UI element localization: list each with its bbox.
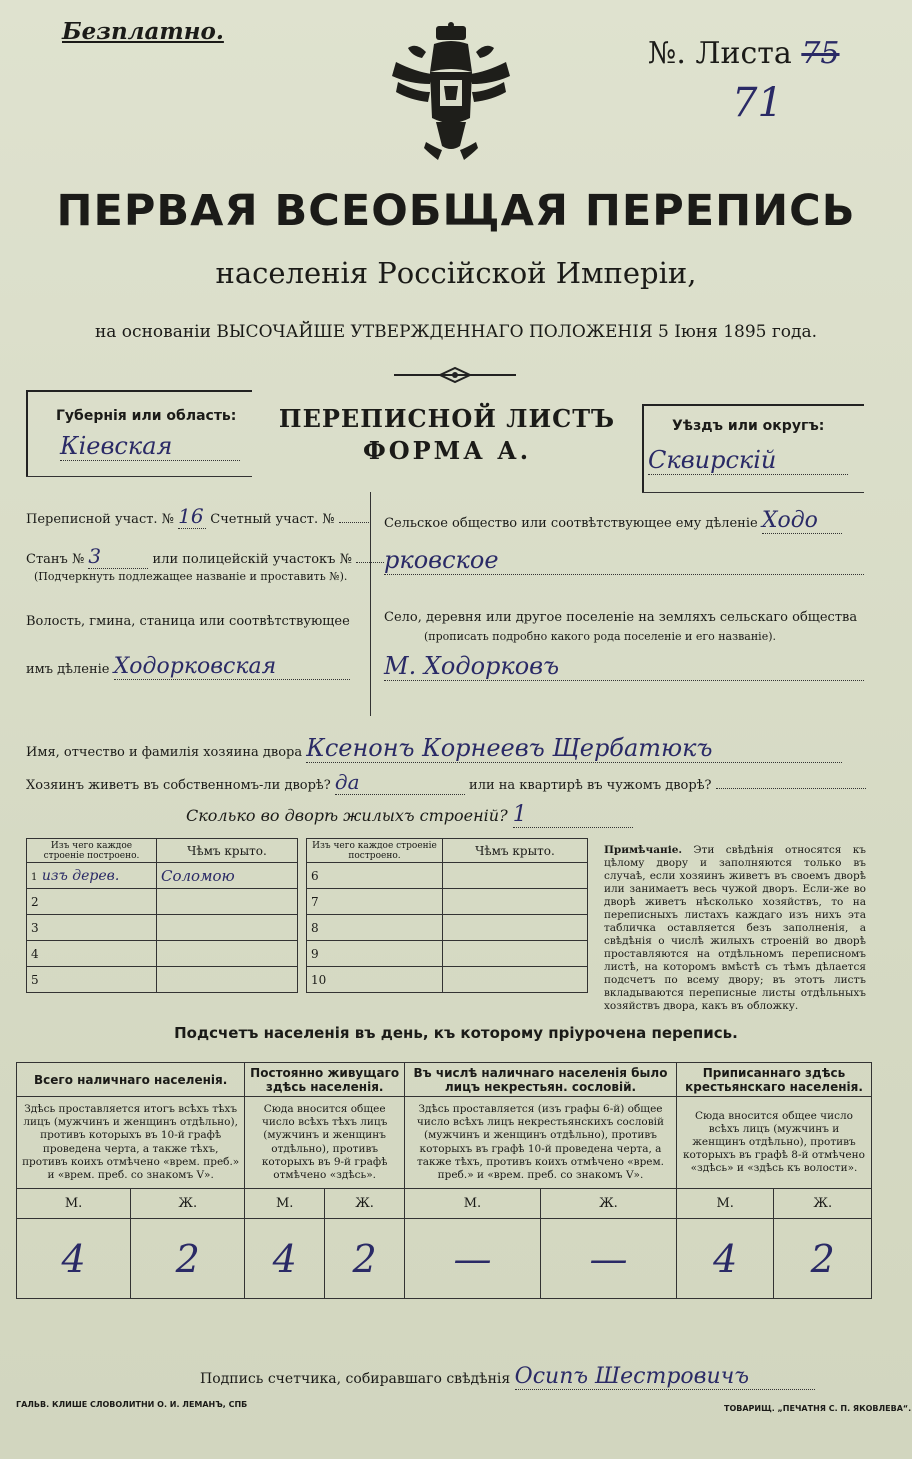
table-cell: 10 [307, 967, 443, 993]
population-col-title: Постоянно живущаго здѣсь населенія. [245, 1063, 405, 1097]
buildings-table-right [306, 838, 588, 993]
column-divider [370, 492, 371, 716]
table-row [27, 967, 298, 993]
buildings-label: Сколько во дворѣ жилыхъ строеній? [186, 806, 508, 825]
form-subtitle: ФОРМА А. [362, 436, 532, 465]
population-col-title: Всего наличнаго населенія. [17, 1063, 245, 1097]
volost-label-2: имъ дѣленіе [26, 662, 110, 677]
owner-name-value: Ксенонъ Корнеевъ Щербатюкъ [306, 734, 842, 763]
sheet-number-label: №. Листа [648, 36, 792, 71]
female-label: Ж. [774, 1189, 872, 1219]
female-label: Ж. [325, 1189, 405, 1219]
table-cell: Соломою [157, 863, 298, 889]
table-cell [443, 941, 588, 967]
table-row [27, 863, 298, 889]
buildings-row [186, 802, 633, 828]
male-label: М. [404, 1189, 540, 1219]
table-cell [443, 967, 588, 993]
col-roof: Чѣмъ крыто. [157, 839, 298, 863]
population-col-title: Приписаннаго здѣсь крестьянскаго населенія. [676, 1063, 871, 1097]
population-heading: Подсчетъ населенія въ день, къ которому пріурочена перепись. [174, 1024, 738, 1042]
table-cell [443, 863, 588, 889]
schetny-label: Счетный участ. № [210, 512, 335, 527]
col-material: Изъ чего каждое строеніе построено. [27, 839, 157, 863]
table-row [307, 941, 588, 967]
table-row [307, 889, 588, 915]
table-row [27, 889, 298, 915]
ujezd-value: Сквирскій [648, 446, 848, 475]
table-cell [157, 941, 298, 967]
census-title: ПЕРВАЯ ВСЕОБЩАЯ ПЕРЕПИСЬ [56, 186, 856, 236]
population-male-value: 4 [245, 1219, 325, 1299]
society-label: Сельское общество или соотвѣтствующее ему дѣленіе [384, 516, 758, 531]
society-row [384, 508, 842, 534]
table-cell [157, 915, 298, 941]
volost-row [26, 654, 350, 680]
population-col-desc: Сюда вносится общее число всѣхъ лицъ (мужчинъ и женщинъ отдѣльно), противъ которыхъ въ графѣ 8-й отмѣчено «здѣсь» и «здѣсь къ волости». [676, 1097, 871, 1189]
male-label: М. [676, 1189, 773, 1219]
table-cell [157, 967, 298, 993]
police-label: или полицейскій участокъ № [152, 552, 352, 567]
footer-left: ГАЛЬВ. КЛИШЕ СЛОВОЛИТНИ О. И. ЛЕМАНЪ, СПБ [16, 1400, 248, 1409]
owner-lives-label: Хозяинъ живетъ въ собственномъ-ли дворѣ? [26, 778, 331, 793]
village-label: Село, деревня или другое поселеніе на земляхъ сельскаго общества [384, 610, 858, 625]
ujezd-label: Уѣздъ или округъ: [672, 418, 825, 434]
note-text: Эти свѣдѣнія относятся къ цѣлому двору и заполняются только въ случаѣ, если хозяинъ живетъ въ своемъ дворѣ или занимаетъ весь чужой дворъ. Если-же во дворѣ живетъ нѣсколько хозяйствъ, то на переписныхъ листахъ каждаго изъ нихъ эта табличка оставляется безъ заполненія, а свѣдѣнія о числѣ жилыхъ строеній во дворѣ проставляются на отдѣльномъ переписномъ листѣ, на которомъ вмѣстѣ съ тѣмъ дѣлается подсчетъ по всему двору; въ этотъ листъ вкладываются переписные листы отдѣльныхъ хозяйствъ двора, какъ въ обложку. [604, 844, 866, 1013]
population-female-value: 2 [325, 1219, 405, 1299]
stan-label: Станъ № [26, 552, 85, 567]
male-label: М. [245, 1189, 325, 1219]
police-value [356, 562, 384, 563]
population-col-desc: Сюда вносится общее число всѣхъ тѣхъ лицъ (мужчинъ и женщинъ отдѣльно), противъ которыхъ въ 9-й графѣ отмѣчено «здѣсь». [245, 1097, 405, 1189]
footer-right: ТОВАРИЩ. „ПЕЧАТНЯ С. П. ЯКОВЛЕВА“. [724, 1404, 912, 1413]
population-male-value: 4 [676, 1219, 773, 1299]
table-cell: 5 [27, 967, 157, 993]
population-female-value: — [540, 1219, 676, 1299]
owner-name-row [26, 734, 842, 763]
population-male-value: — [404, 1219, 540, 1299]
society-value-2: рковское [384, 546, 864, 575]
table-cell: 8 [307, 915, 443, 941]
uchastok-row [26, 504, 369, 529]
divider [26, 476, 252, 477]
table-row [27, 915, 298, 941]
signature-row [200, 1364, 815, 1390]
village-note: (прописать подробно какого рода поселеніе и его названіе). [424, 630, 776, 643]
gubernia-label: Губернія или область: [56, 408, 237, 424]
free-label: Безплатно. [62, 18, 224, 45]
population-table [16, 1062, 872, 1299]
sheet-number-field [648, 36, 840, 71]
census-subtitle: населенія Россійской Имперіи, [215, 256, 697, 290]
table-cell [443, 915, 588, 941]
table-cell [157, 889, 298, 915]
col-roof: Чѣмъ крыто. [443, 839, 588, 863]
owner-rent-label: или на квартирѣ въ чужомъ дворѣ? [469, 778, 712, 793]
population-col-desc: Здѣсь проставляется итогъ всѣхъ тѣхъ лицъ (мужчинъ и женщинъ отдѣльно), противъ которыхъ въ 10-й графѣ проведена черта, а также тѣхъ, противъ коихъ отмѣчено «врем. преб.» и «врем. преб. со знакомъ V». [17, 1097, 245, 1189]
divider [642, 492, 864, 493]
population-col-desc: Здѣсь проставляется (изъ графы 6-й) общее число всѣхъ лицъ некрестьянскихъ сословій (мужчинъ и женщинъ отдѣльно), противъ которыхъ въ графѣ 10-й проведена черта, а также тѣхъ, противъ коихъ отмѣчено «врем. преб.» и «врем. преб. со знакомъ V». [404, 1097, 676, 1189]
table-cell: 3 [27, 915, 157, 941]
population-female-value: 2 [774, 1219, 872, 1299]
census-legal-basis: на основаніи ВЫСОЧАЙШЕ УТВЕРЖДЕННАГО ПОЛОЖЕНІЯ 5 Іюня 1895 года. [94, 322, 818, 342]
note-block [604, 844, 866, 1013]
sheet-number-value: 71 [732, 80, 783, 126]
table-cell: 4 [27, 941, 157, 967]
buildings-table-left [26, 838, 298, 993]
village-value: М. Ходорковъ [384, 652, 864, 681]
owner-rent-value [716, 788, 866, 789]
population-female-value: 2 [131, 1219, 245, 1299]
owner-name-label: Имя, отчество и фамилія хозяина двора [26, 745, 303, 760]
sheet-number-crossed: 75 [801, 36, 840, 71]
table-row [307, 967, 588, 993]
table-cell [443, 889, 588, 915]
underline-note: (Подчеркнуть подлежащее названіе и проставить №). [34, 570, 348, 583]
table-cell: 9 [307, 941, 443, 967]
gubernia-value: Кіевская [60, 432, 240, 461]
male-label: М. [17, 1189, 131, 1219]
society-value-1: Ходо [762, 508, 842, 534]
buildings-value: 1 [513, 802, 633, 828]
imperial-eagle-emblem [386, 22, 516, 162]
uchastok-label: Переписной участ. № [26, 512, 174, 527]
table-cell: 2 [27, 889, 157, 915]
note-title: Примѣчаніе. [604, 844, 683, 856]
owner-lives-value: да [335, 770, 465, 795]
volost-label: Волость, гмина, станица или соотвѣтствующее [26, 614, 350, 629]
stan-value: 3 [88, 544, 148, 569]
population-col-title: Въ числѣ наличнаго населенія было лицъ некрестьян. сословій. [404, 1063, 676, 1097]
table-row [307, 863, 588, 889]
stan-row [26, 544, 384, 569]
decorative-ornament [390, 366, 520, 384]
table-cell: 7 [307, 889, 443, 915]
schetny-value [339, 522, 369, 523]
col-material: Изъ чего каждое строеніе построено. [307, 839, 443, 863]
table-row [307, 915, 588, 941]
table-cell: 6 [307, 863, 443, 889]
signature-value: Осипъ Шестровичъ [515, 1364, 815, 1390]
population-male-value: 4 [17, 1219, 131, 1299]
form-title: ПЕРЕПИСНОЙ ЛИСТЪ [278, 404, 616, 433]
owner-lives-row [26, 770, 866, 795]
uchastok-value: 16 [178, 504, 206, 529]
table-row [27, 941, 298, 967]
signature-label: Подпись счетчика, собиравшаго свѣдѣнія [200, 1371, 511, 1387]
female-label: Ж. [131, 1189, 245, 1219]
female-label: Ж. [540, 1189, 676, 1219]
table-cell: 1 изъ дерев. [27, 863, 157, 889]
volost-value: Ходорковская [114, 654, 350, 680]
